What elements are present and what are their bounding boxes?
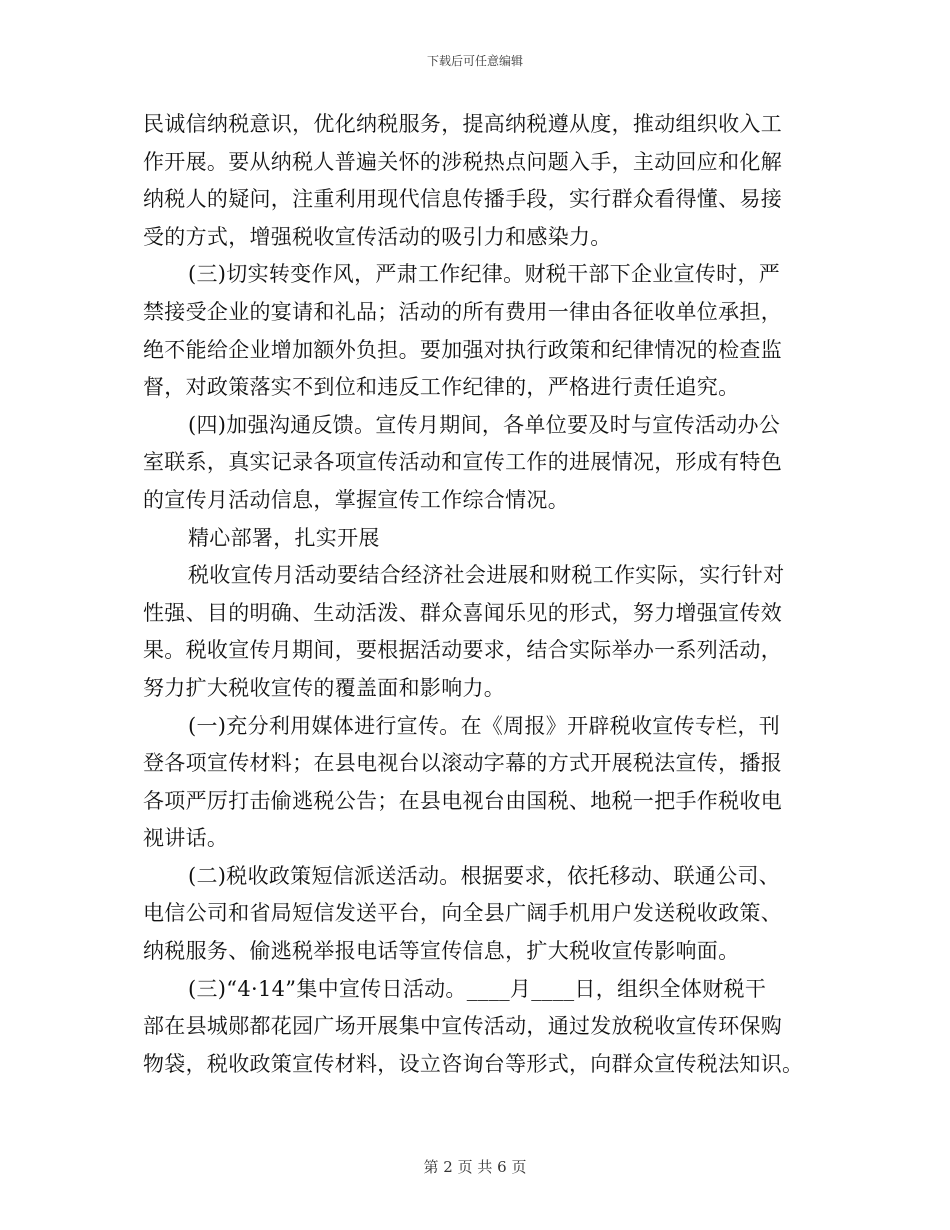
text-line: (二)税收政策短信派送活动。根据要求，依托移动、联通公司、 <box>188 863 781 888</box>
text-line: 作开展。要从纳税人普遍关怀的涉税热点问题入手，主动回应和化解 <box>143 149 782 174</box>
text-line: (三)切实转变作风，严肃工作纪律。财税干部下企业宣传时，严 <box>188 262 781 287</box>
page-header: 下载后可任意编辑 <box>426 54 523 68</box>
text-line: 物袋，税收政策宣传材料，设立咨询台等形式，向群众宣传税法知识。 <box>143 1051 804 1076</box>
text-line: 民诚信纳税意识，优化纳税服务，提高纳税遵从度，推动组织收入工 <box>143 112 782 136</box>
text-line: 税收宣传月活动要结合经济社会进展和财税工作实际，实行针对 <box>188 563 785 588</box>
text-line: 的宣传月活动信息，掌握宣传工作综合情况。 <box>143 487 569 512</box>
section-heading: 精心部署，扎实开展 <box>188 525 380 550</box>
text-line: 电信公司和省局短信发送平台，向全县广阔手机用户发送税收政策、 <box>143 901 782 926</box>
body-text <box>143 106 813 1083</box>
text-line: 纳税服务、偷逃税举报电话等宣传信息，扩大税收宣传影响面。 <box>143 939 740 964</box>
text-line: 受的方式，增强税收宣传活动的吸引力和感染力。 <box>143 224 612 249</box>
text-line: 部在县城郧都花园广场开展集中宣传活动，通过发放税收宣传环保购 <box>143 1014 782 1039</box>
text-line: 视讲话。 <box>143 826 229 851</box>
text-line: 禁接受企业的宴请和礼品；活动的所有费用一律由各征收单位承担， <box>143 299 782 324</box>
text-line: 性强、目的明确、生动活泼、群众喜闻乐见的形式，努力增强宣传效 <box>143 600 782 625</box>
document-body <box>143 106 813 1083</box>
text-line: 室联系，真实记录各项宣传活动和宣传工作的进展情况，形成有特色 <box>143 450 782 475</box>
text-line: 督，对政策落实不到位和违反工作纪律的，严格进行责任追究。 <box>143 375 740 400</box>
text-line: (三)“4·14”集中宣传日活动。____月____日，组织全体财税干 <box>188 976 767 1001</box>
text-line: 努力扩大税收宣传的覆盖面和影响力。 <box>143 675 506 700</box>
text-line: (一)充分利用媒体进行宣传。在《周报》开辟税收宣传专栏，刊 <box>188 713 781 738</box>
text-line: 各项严厉打击偷逃税公告；在县电视台由国税、地税一把手作税收电 <box>143 788 782 813</box>
text-line: 纳税人的疑问，注重利用现代信息传播手段，实行群众看得懂、易接 <box>143 187 782 212</box>
text-line: (四)加强沟通反馈。宣传月期间，各单位要及时与宣传活动办公 <box>188 412 781 437</box>
text-line: 果。税收宣传月期间，要根据活动要求，结合实际举办一系列活动， <box>143 638 782 663</box>
text-line: 登各项宣传材料；在县电视台以滚动字幕的方式开展税法宣传，播报 <box>143 751 782 776</box>
text-line: 绝不能给企业增加额外负担。要加强对执行政策和纪律情况的检查监 <box>143 337 782 362</box>
page-footer: 第 2 页 共 6 页 <box>423 1158 527 1176</box>
